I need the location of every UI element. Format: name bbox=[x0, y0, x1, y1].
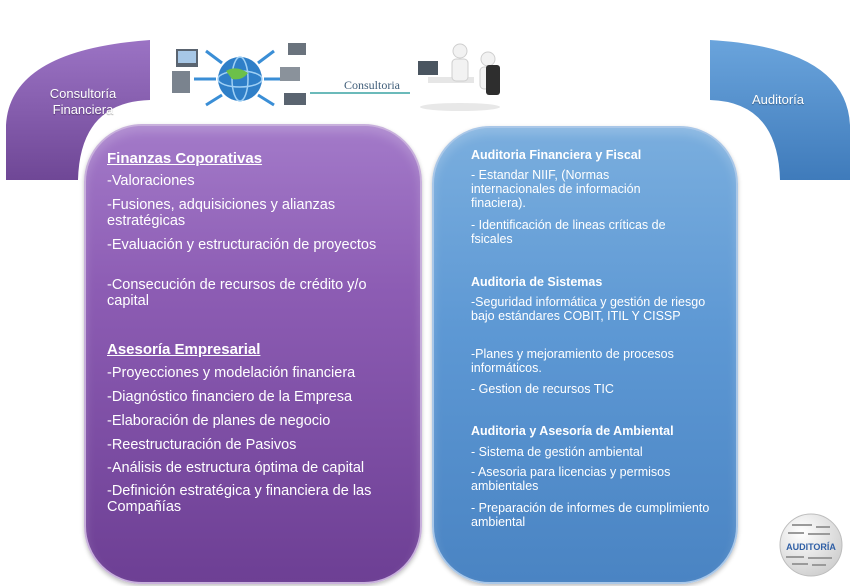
list-item: -Análisis de estructura óptima de capital bbox=[107, 460, 365, 476]
list-item: - Asesoria para licencias y permisos ambientales bbox=[471, 465, 671, 493]
list-item: -Proyecciones y modelación financiera bbox=[107, 365, 356, 381]
list-item: -Fusiones, adquisiciones y alianzas estratégicas bbox=[107, 197, 336, 229]
badge-text: AUDITORÍA bbox=[786, 542, 836, 552]
list-item: -Reestructuración de Pasivos bbox=[107, 437, 297, 453]
section-title-sistemas: Auditoria de Sistemas bbox=[471, 275, 603, 289]
left-tab-label: Consultoría Financiera bbox=[49, 86, 117, 117]
banner-caption: Consultoria bbox=[344, 78, 400, 92]
list-item: -Definición estratégica y financiera de las Compañías bbox=[107, 483, 372, 515]
list-item: - Preparación de informes de cumplimiento ambiental bbox=[471, 501, 710, 529]
auditoria-badge-image bbox=[778, 512, 844, 578]
section-title-ambiental: Auditoria y Asesoría de Ambiental bbox=[471, 424, 674, 438]
section-title-asesoria: Asesoría Empresarial bbox=[107, 341, 261, 358]
list-item: -Consecución de recursos de crédito y/o capital bbox=[107, 277, 367, 309]
list-item: - Gestion de recursos TIC bbox=[471, 382, 614, 396]
list-item: -Valoraciones bbox=[107, 173, 195, 189]
list-item: -Evaluación y estructuración de proyectos bbox=[107, 237, 377, 253]
list-item: - Identificación de lineas críticas de fsicales bbox=[471, 218, 666, 246]
right-tab-label: Auditoría bbox=[751, 92, 805, 107]
section-title-financiera: Auditoria Financiera y Fiscal bbox=[471, 148, 642, 162]
section-title-finanzas: Finanzas Coporativas bbox=[107, 150, 263, 167]
list-item: - Sistema de gestión ambiental bbox=[471, 445, 643, 459]
list-item: -Seguridad informática y gestión de riesgo bajo estándares COBIT, ITIL Y CISSP bbox=[471, 295, 706, 323]
list-item: - Estandar NIIF, (Normas internacionales de información finaciera). bbox=[471, 168, 641, 210]
list-item: -Elaboración de planes de negocio bbox=[107, 413, 331, 429]
list-item: -Diagnóstico financiero de la Empresa bbox=[107, 389, 353, 405]
list-item: -Planes y mejoramiento de procesos informáticos. bbox=[471, 347, 674, 375]
consultoria-banner-image bbox=[160, 37, 505, 111]
